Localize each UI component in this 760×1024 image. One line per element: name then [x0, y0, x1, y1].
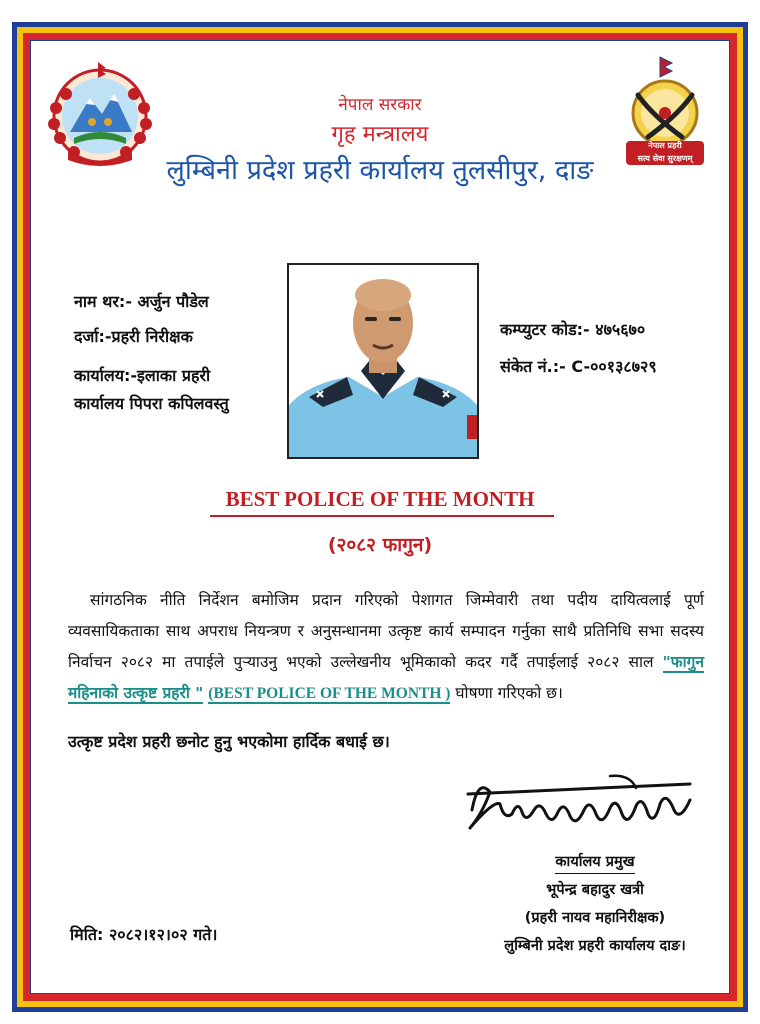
signatory-office: लुम्बिनी प्रदेश प्रहरी कार्यालय दाङ। — [504, 938, 686, 954]
computer-code: कम्प्युटर कोड:- ४७५६७० — [500, 320, 646, 339]
header-government: नेपाल सरकार — [338, 95, 422, 115]
citation-text-end: घोषणा गरिएको छ। — [450, 684, 563, 702]
office-line-1: कार्यालय:-इलाका प्रहरी — [74, 366, 211, 385]
handwritten-signature — [460, 770, 700, 850]
issue-date: मिति: २०८२।१२।०२ गते। — [70, 925, 218, 944]
signatory-name: भूपेन्द्र बहादुर खत्री — [546, 882, 644, 898]
officer-photo — [287, 263, 479, 459]
congratulations-line: उत्कृष्ट प्रदेश प्रहरी छनोट हुनु भएकोमा हार्दिक बधाई छ। — [68, 732, 390, 751]
citation-text: सांगठनिक नीति निर्देशन बमोजिम प्रदान गरिएको पेशागत जिम्मेवारी तथा पदीय दायित्वलाई पूर्ण व्यवसायिकताका साथ अपराध नियन्त्रण र अनुसन्धानमा उत्कृष्ट कार्य सम्पादन गर्नुका साथै प्रतिनिधि सभा सदस्य निर्वाचन २०८२ मा तपाईले पुऱ्याउनु भएको उल्लेखनीय भूमिकाको कदर गर्दै तपाईलाई २०८२ साल — [68, 591, 704, 671]
award-title-en: BEST POLICE OF THE MONTH — [225, 487, 535, 511]
rank-line: दर्जा:-प्रहरी निरीक्षक — [74, 327, 193, 346]
citation-highlight-np: "फागुन महिनाको उत्कृष्ट प्रहरी " — [68, 653, 704, 702]
header-office: लुम्बिनी प्रदेश प्रहरी कार्यालय तुलसीपुर, दाङ — [166, 155, 594, 186]
police-emblem-banner-bottom: सत्य सेवा सुरक्षणम् — [637, 154, 693, 163]
office-line-2: कार्यालय पिपरा कपिलवस्तु — [74, 394, 229, 413]
signatory-rank: (प्रहरी नायव महानिरीक्षक) — [524, 910, 666, 926]
citation-paragraph — [68, 585, 704, 709]
symbol-number: संकेत नं.:- C-००१३८७२९ — [500, 357, 657, 376]
award-title-np: (२०८२ फागुन) — [327, 534, 433, 556]
header-ministry: गृह मन्त्रालय — [331, 122, 429, 147]
signatory-title: कार्यालय प्रमुख — [555, 851, 634, 874]
signatory-block — [470, 848, 720, 960]
name-line: नाम थर:- अर्जुन पौडेल — [74, 292, 209, 311]
award-title-underline — [210, 515, 554, 517]
citation-highlight-en: (BEST POLICE OF THE MONTH ) — [208, 685, 451, 702]
police-emblem-banner-top: नेपाल प्रहरी — [648, 141, 682, 150]
